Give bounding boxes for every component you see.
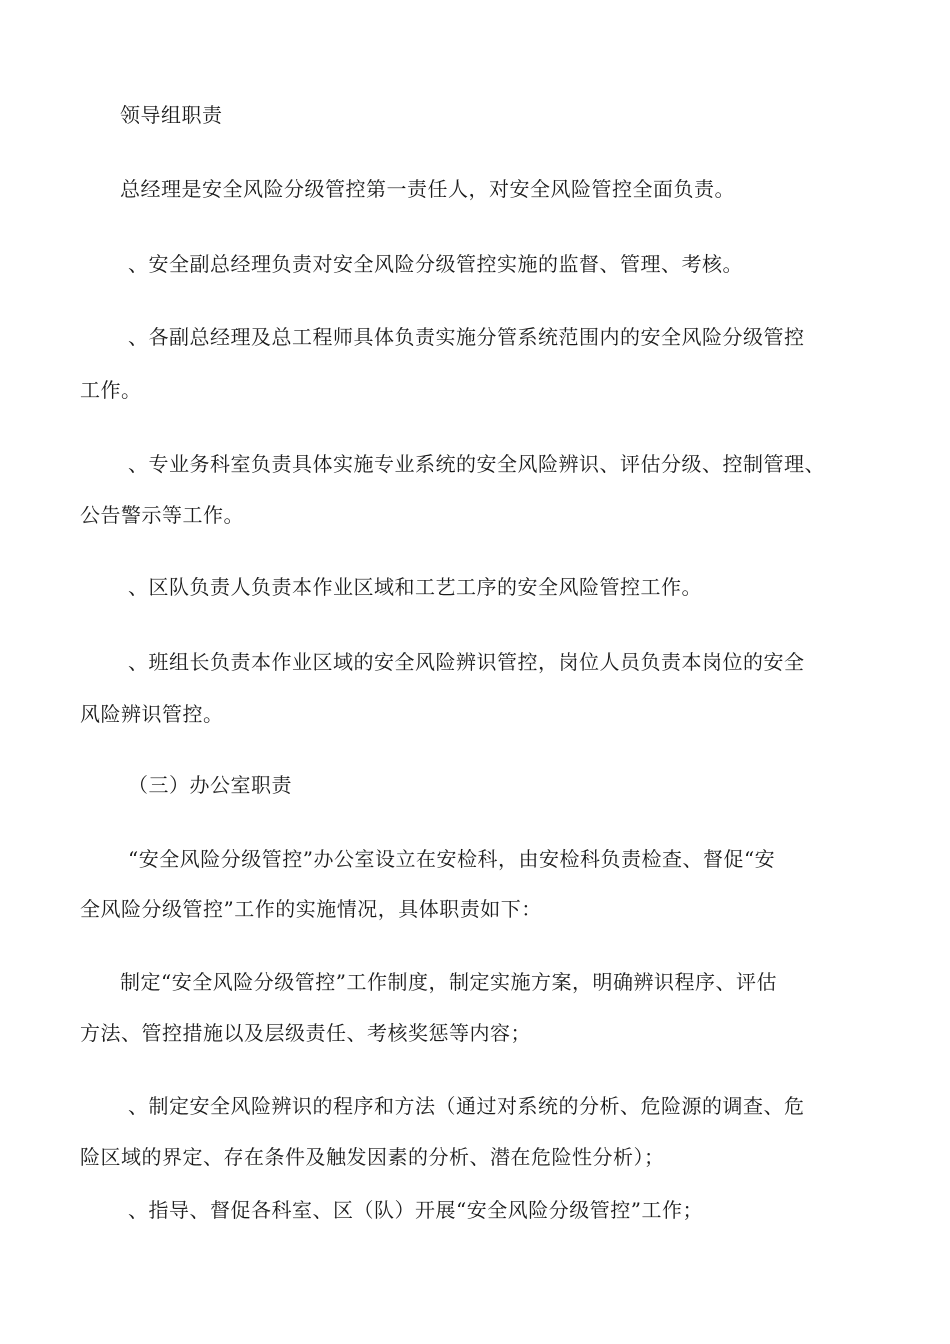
paragraph-line: 制定“安全风险分级管控”工作制度，制定实施方案，明确辨识程序、评估: [120, 970, 777, 994]
paragraph-line: 总经理是安全风险分级管控第一责任人，对安全风险管控全面负责。: [120, 177, 735, 201]
paragraph-line: 、各副总经理及总工程师具体负责实施分管系统范围内的安全风险分级管控: [128, 325, 805, 349]
paragraph-line: “安全风险分级管控”办公室设立在安检科，由安检科负责检查、督促“安: [128, 847, 776, 871]
paragraph-line: 险区域的界定、存在条件及触发因素的分析、潜在危险性分析）；: [80, 1145, 665, 1169]
paragraph-line: 风险辨识管控。: [80, 702, 224, 726]
paragraph-line: 工作。: [80, 378, 142, 402]
paragraph-line: 、班组长负责本作业区域的安全风险辨识管控，岗位人员负责本岗位的安全: [128, 650, 805, 674]
paragraph-line: 公告警示等工作。: [80, 503, 244, 527]
paragraph-line: 全风险分级管控”工作的实施情况，具体职责如下：: [80, 897, 542, 921]
paragraph-line: 、区队负责人负责本作业区域和工艺工序的安全风险管控工作。: [128, 575, 702, 599]
paragraph-line: 、指导、督促各科室、区（队）开展“安全风险分级管控”工作；: [128, 1198, 703, 1222]
paragraph-line: 、专业务科室负责具体实施专业系统的安全风险辨识、评估分级、控制管理、: [128, 452, 825, 476]
paragraph-line: 、制定安全风险辨识的程序和方法（通过对系统的分析、危险源的调查、危: [128, 1094, 805, 1118]
heading-office-duties: （三）办公室职责: [128, 773, 292, 797]
paragraph-line: 方法、管控措施以及层级责任、考核奖惩等内容；: [80, 1021, 531, 1045]
heading-leader-group: 领导组职责: [120, 103, 223, 127]
paragraph-line: 、安全副总经理负责对安全风险分级管控实施的监督、管理、考核。: [128, 252, 743, 276]
